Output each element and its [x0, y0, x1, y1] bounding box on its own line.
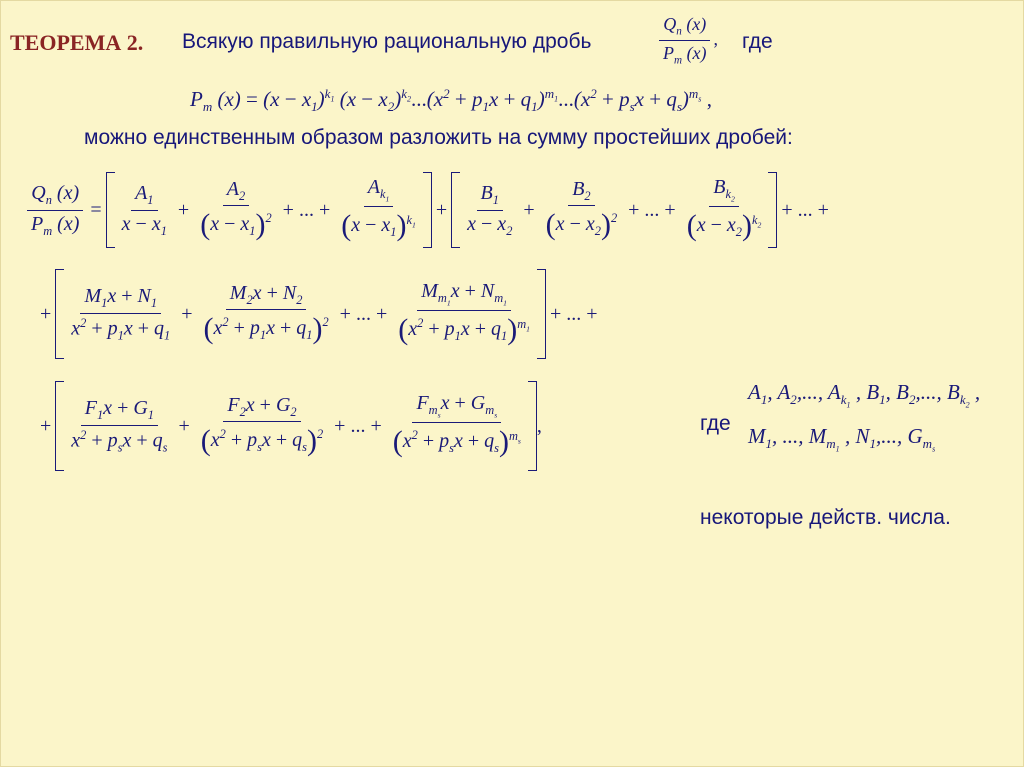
theorem-title: ТЕОРЕМА 2.: [10, 30, 144, 55]
where-label-1: где: [742, 30, 773, 53]
pm-formula: $P_m$ $(x) = (x - x_1)^{k_1}$ $(x - x_2)^{k_2}...(x^2 + p_1x + q_1)^{m_1}...(x^2 + p_sx + q_s)^{m_s}$ ,: [190, 86, 712, 115]
coefficients-line-1: $A_1$, $A_2$,..., $A_{k_1}$ , $B_1$, $B_2$,..., $B_{k_2}$ ,: [748, 380, 981, 410]
where-label-2: где: [700, 412, 731, 435]
tail-text: некоторые действ. числа.: [700, 506, 951, 529]
intro-text: Всякую правильную рациональную дробь: [182, 30, 592, 53]
qn-pm-fraction: $\frac{Q_n (x)}{P_m (x)}$ ,: [656, 14, 718, 68]
decomposition-row-1: $\frac{Q_n (x)}{P_m (x)}$ = $\frac{A_1}{x - x_1}$ + $\frac{A_2}{(x - x_1)^2}$ + ... + $\frac{A_{k_1}}{(x - x_1)^{k_1}}$ + $\frac{B_1}{x - x_2}$ + $\frac{B_2}{(x - x_2)^2}$ + ... + $\frac{B_{k_2}}{(x - x_2)^{k_2}}$ + ... +: [24, 170, 833, 250]
decomposition-row-2: + $\frac{M_1x + N_1}{x^2 + p_1x + q_1}$ + $\frac{M_2x + N_2}{(x^2 + p_1x + q_1)^2}$ + ... + $\frac{M_{m_1}x + N_{m_1}}{(x^2 + p_1x + q_1)^{m_1}}$ + ... +: [36, 268, 602, 360]
coefficients-line-2: $M_1$, ..., $M_{m_1}$ , $N_1$,..., $G_{m_s}$: [748, 424, 936, 454]
decomposition-row-3: + $\frac{F_1x + G_1}{x^2 + p_sx + q_s}$ + $\frac{F_2x + G_2}{(x^2 + p_sx + q_s)^2}$ + ... + $\frac{F_{m_s}x + G_{m_s}}{(x^2 + p_sx + q_s)^{m_s}}$ ,: [36, 380, 542, 472]
unique-decomposition-text: можно единственным образом разложить на сумму простейших дробей:: [84, 126, 793, 149]
